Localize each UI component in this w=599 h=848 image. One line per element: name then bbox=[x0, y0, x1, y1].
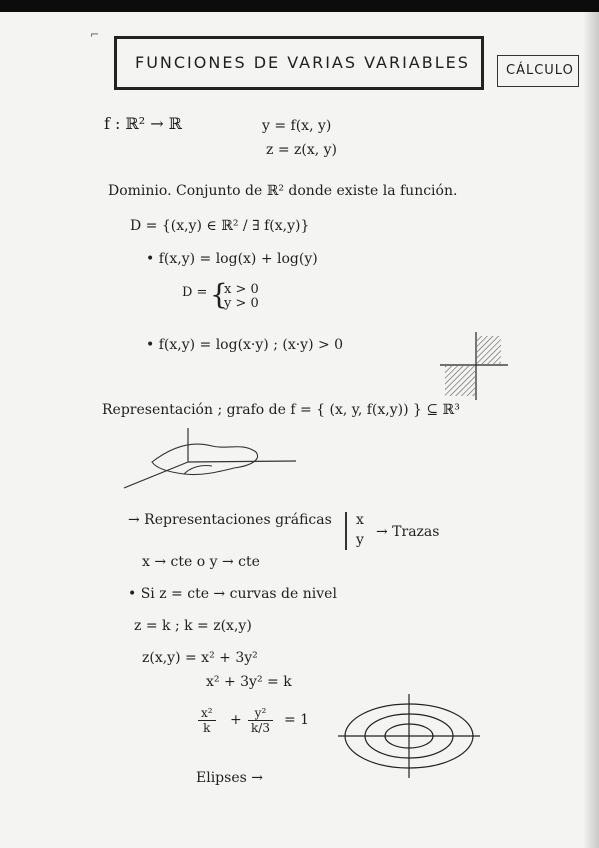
brace-icon: { bbox=[210, 278, 228, 311]
ellipses-note: Elipses → bbox=[196, 770, 263, 786]
dominio-set: D = {(x,y) ∈ ℝ² / ∃ f(x,y)} bbox=[130, 218, 310, 234]
scan-top-edge bbox=[0, 0, 599, 12]
level-curves: • Si z = cte → curvas de nivel bbox=[128, 586, 337, 602]
fraction-y-denominator: k/3 bbox=[251, 721, 270, 735]
scan-mark: ⌐ bbox=[90, 28, 100, 41]
subject-label: CÁLCULO bbox=[506, 63, 574, 78]
function-definition: f : ℝ² → ℝ bbox=[104, 114, 183, 133]
graphical-representations: → Representaciones gráficas bbox=[128, 512, 332, 528]
equation-z: z = z(x, y) bbox=[266, 142, 338, 158]
z-equals-k: z = k ; k = z(x,y) bbox=[134, 618, 252, 634]
trazas-y: y bbox=[356, 532, 364, 548]
surface-sketch bbox=[120, 424, 300, 494]
example-2: • f(x,y) = log(x·y) ; (x·y) > 0 bbox=[146, 337, 344, 353]
shaded-third-quadrant bbox=[445, 366, 475, 396]
trazas-x: x bbox=[356, 512, 364, 528]
quadrant-sketch bbox=[440, 332, 510, 402]
k-equation: x² + 3y² = k bbox=[206, 674, 292, 690]
equation-f: y = f(x, y) bbox=[262, 118, 332, 134]
level-curves-sketch bbox=[336, 692, 482, 780]
fraction-x-denominator: k bbox=[203, 721, 211, 735]
scan-right-shadow bbox=[583, 12, 599, 848]
condition-x: x > 0 bbox=[224, 282, 259, 297]
fraction-x bbox=[198, 706, 216, 735]
example-1-domain-prefix: D = bbox=[182, 285, 208, 300]
fraction-x-numerator: x² bbox=[198, 706, 216, 721]
constant-line: x → cte o y → cte bbox=[142, 554, 260, 570]
example-1: • f(x,y) = log(x) + log(y) bbox=[146, 251, 318, 267]
shaded-first-quadrant bbox=[477, 336, 501, 364]
fraction-y bbox=[248, 706, 273, 735]
title-box bbox=[114, 36, 484, 90]
subject-box bbox=[497, 55, 579, 87]
fraction-y-numerator: y² bbox=[248, 706, 273, 721]
plus-sign: + bbox=[230, 712, 242, 728]
representation-line: Representación ; grafo de f = { (x, y, f(x,y)) } ⊆ ℝ³ bbox=[102, 402, 460, 418]
fraction-equals: = 1 bbox=[284, 712, 310, 728]
condition-y: y > 0 bbox=[224, 296, 259, 311]
dominio-definition: Dominio. Conjunto de ℝ² donde existe la función. bbox=[108, 183, 458, 199]
z-equation: z(x,y) = x² + 3y² bbox=[142, 650, 258, 666]
page-title: FUNCIONES DE VARIAS VARIABLES bbox=[135, 53, 470, 72]
trazas-bar bbox=[345, 512, 347, 550]
trazas-label: → Trazas bbox=[376, 524, 440, 540]
